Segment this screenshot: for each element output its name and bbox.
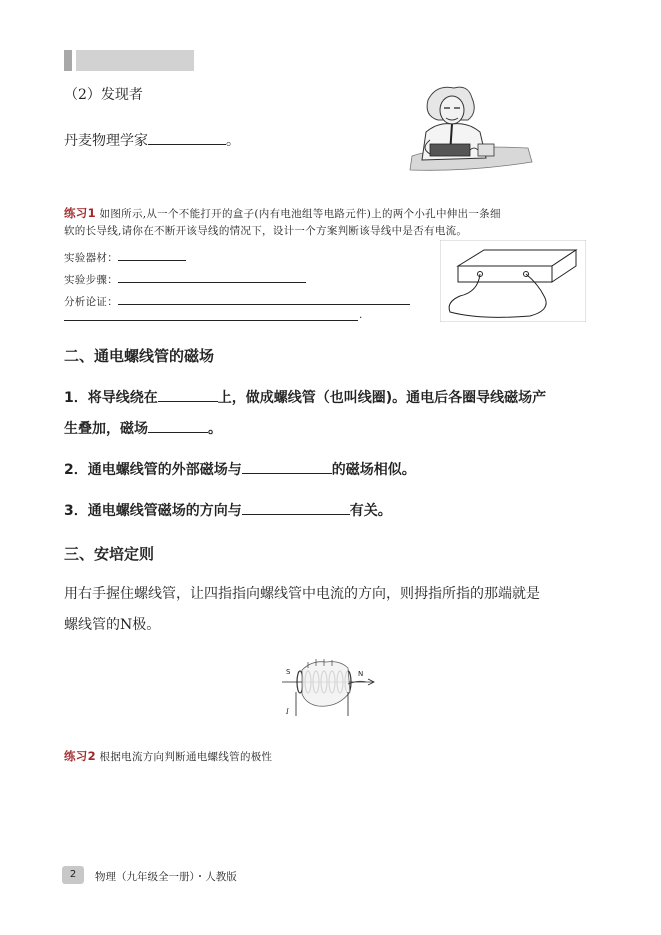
item1-line1 [64, 387, 546, 407]
steps-blank[interactable] [118, 270, 306, 283]
heading-solenoid-field: 二、通电螺线管的磁场 [64, 347, 215, 365]
page-number: 2 [62, 866, 84, 884]
label-n: N [358, 670, 364, 678]
exercise2-label: 练习2 [64, 749, 96, 763]
field-equipment-row [64, 248, 186, 265]
header-label-box [76, 50, 194, 71]
discoverer-suffix: 。 [226, 133, 240, 149]
right-hand-solenoid-illustration [278, 656, 382, 718]
label-current: I [286, 708, 289, 716]
item1-part-c: 生叠加，磁场 [64, 421, 148, 437]
field-steps-row [64, 270, 306, 287]
exercise2-line [64, 748, 272, 764]
discoverer-prefix: 丹麦物理学家 [64, 133, 148, 149]
exercise1-text1: 如图所示,从一个不能打开的盒子(内有电池组等电路元件)上的两个小孔中伸出一条细 [99, 208, 501, 220]
item3-line [64, 500, 392, 520]
subhead-discoverer: （2）发现者 [64, 87, 143, 103]
equipment-blank[interactable] [118, 248, 186, 261]
exercise1-label: 练习1 [64, 206, 96, 220]
field-equipment-label: 实验器材： [64, 252, 118, 264]
item1-part-a: 1．将导线绕在 [64, 390, 158, 406]
item1-blank2[interactable] [148, 420, 208, 433]
analysis-blank[interactable] [118, 292, 410, 305]
item1-blank1[interactable] [158, 389, 218, 402]
analysis-end-mark: . [359, 309, 363, 321]
item2-blank[interactable] [242, 461, 332, 474]
footer-book-title: 物理（九年级全一册）・人教版 [95, 871, 237, 883]
analysis-continuation-line[interactable] [64, 320, 358, 321]
discoverer-line [64, 130, 240, 150]
item1-part-b: 上，做成螺线管（也叫线圈)。通电后各圈导线磁场产 [217, 390, 547, 406]
exercise1-line1 [64, 205, 599, 221]
label-s: S [286, 668, 291, 676]
item3-blank[interactable] [242, 502, 350, 515]
heading-ampere-rule: 三、安培定则 [64, 545, 155, 563]
item1-line2 [64, 418, 222, 438]
exercise2-text: 根据电流方向判断通电螺线管的极性 [99, 751, 273, 763]
box-with-wire-illustration [440, 240, 586, 322]
ampere-rule-line1: 用右手握住螺线管，让四指指向螺线管中电流的方向，则拇指所指的那端就是 [64, 586, 540, 602]
item2-part-a: 2．通电螺线管的外部磁场与 [64, 462, 242, 478]
discoverer-blank[interactable] [148, 132, 226, 145]
field-analysis-label: 分析论证： [64, 296, 118, 308]
scientist-illustration [408, 82, 534, 176]
field-steps-label: 实验步骤： [64, 274, 118, 286]
item1-part-d: 。 [208, 421, 222, 437]
field-analysis-row [64, 292, 410, 309]
ampere-rule-line2: 螺线管的N极。 [64, 617, 161, 633]
exercise1-text2: 软的长导线,请你在不断开该导线的情况下，设计一个方案判断该导线中是否有电流。 [64, 225, 468, 237]
item3-part-b: 有关。 [349, 503, 392, 519]
item2-part-b: 的磁场相似。 [331, 462, 416, 478]
header-bar [64, 50, 72, 71]
item3-part-a: 3．通电螺线管磁场的方向与 [64, 503, 242, 519]
item2-line [64, 459, 416, 479]
